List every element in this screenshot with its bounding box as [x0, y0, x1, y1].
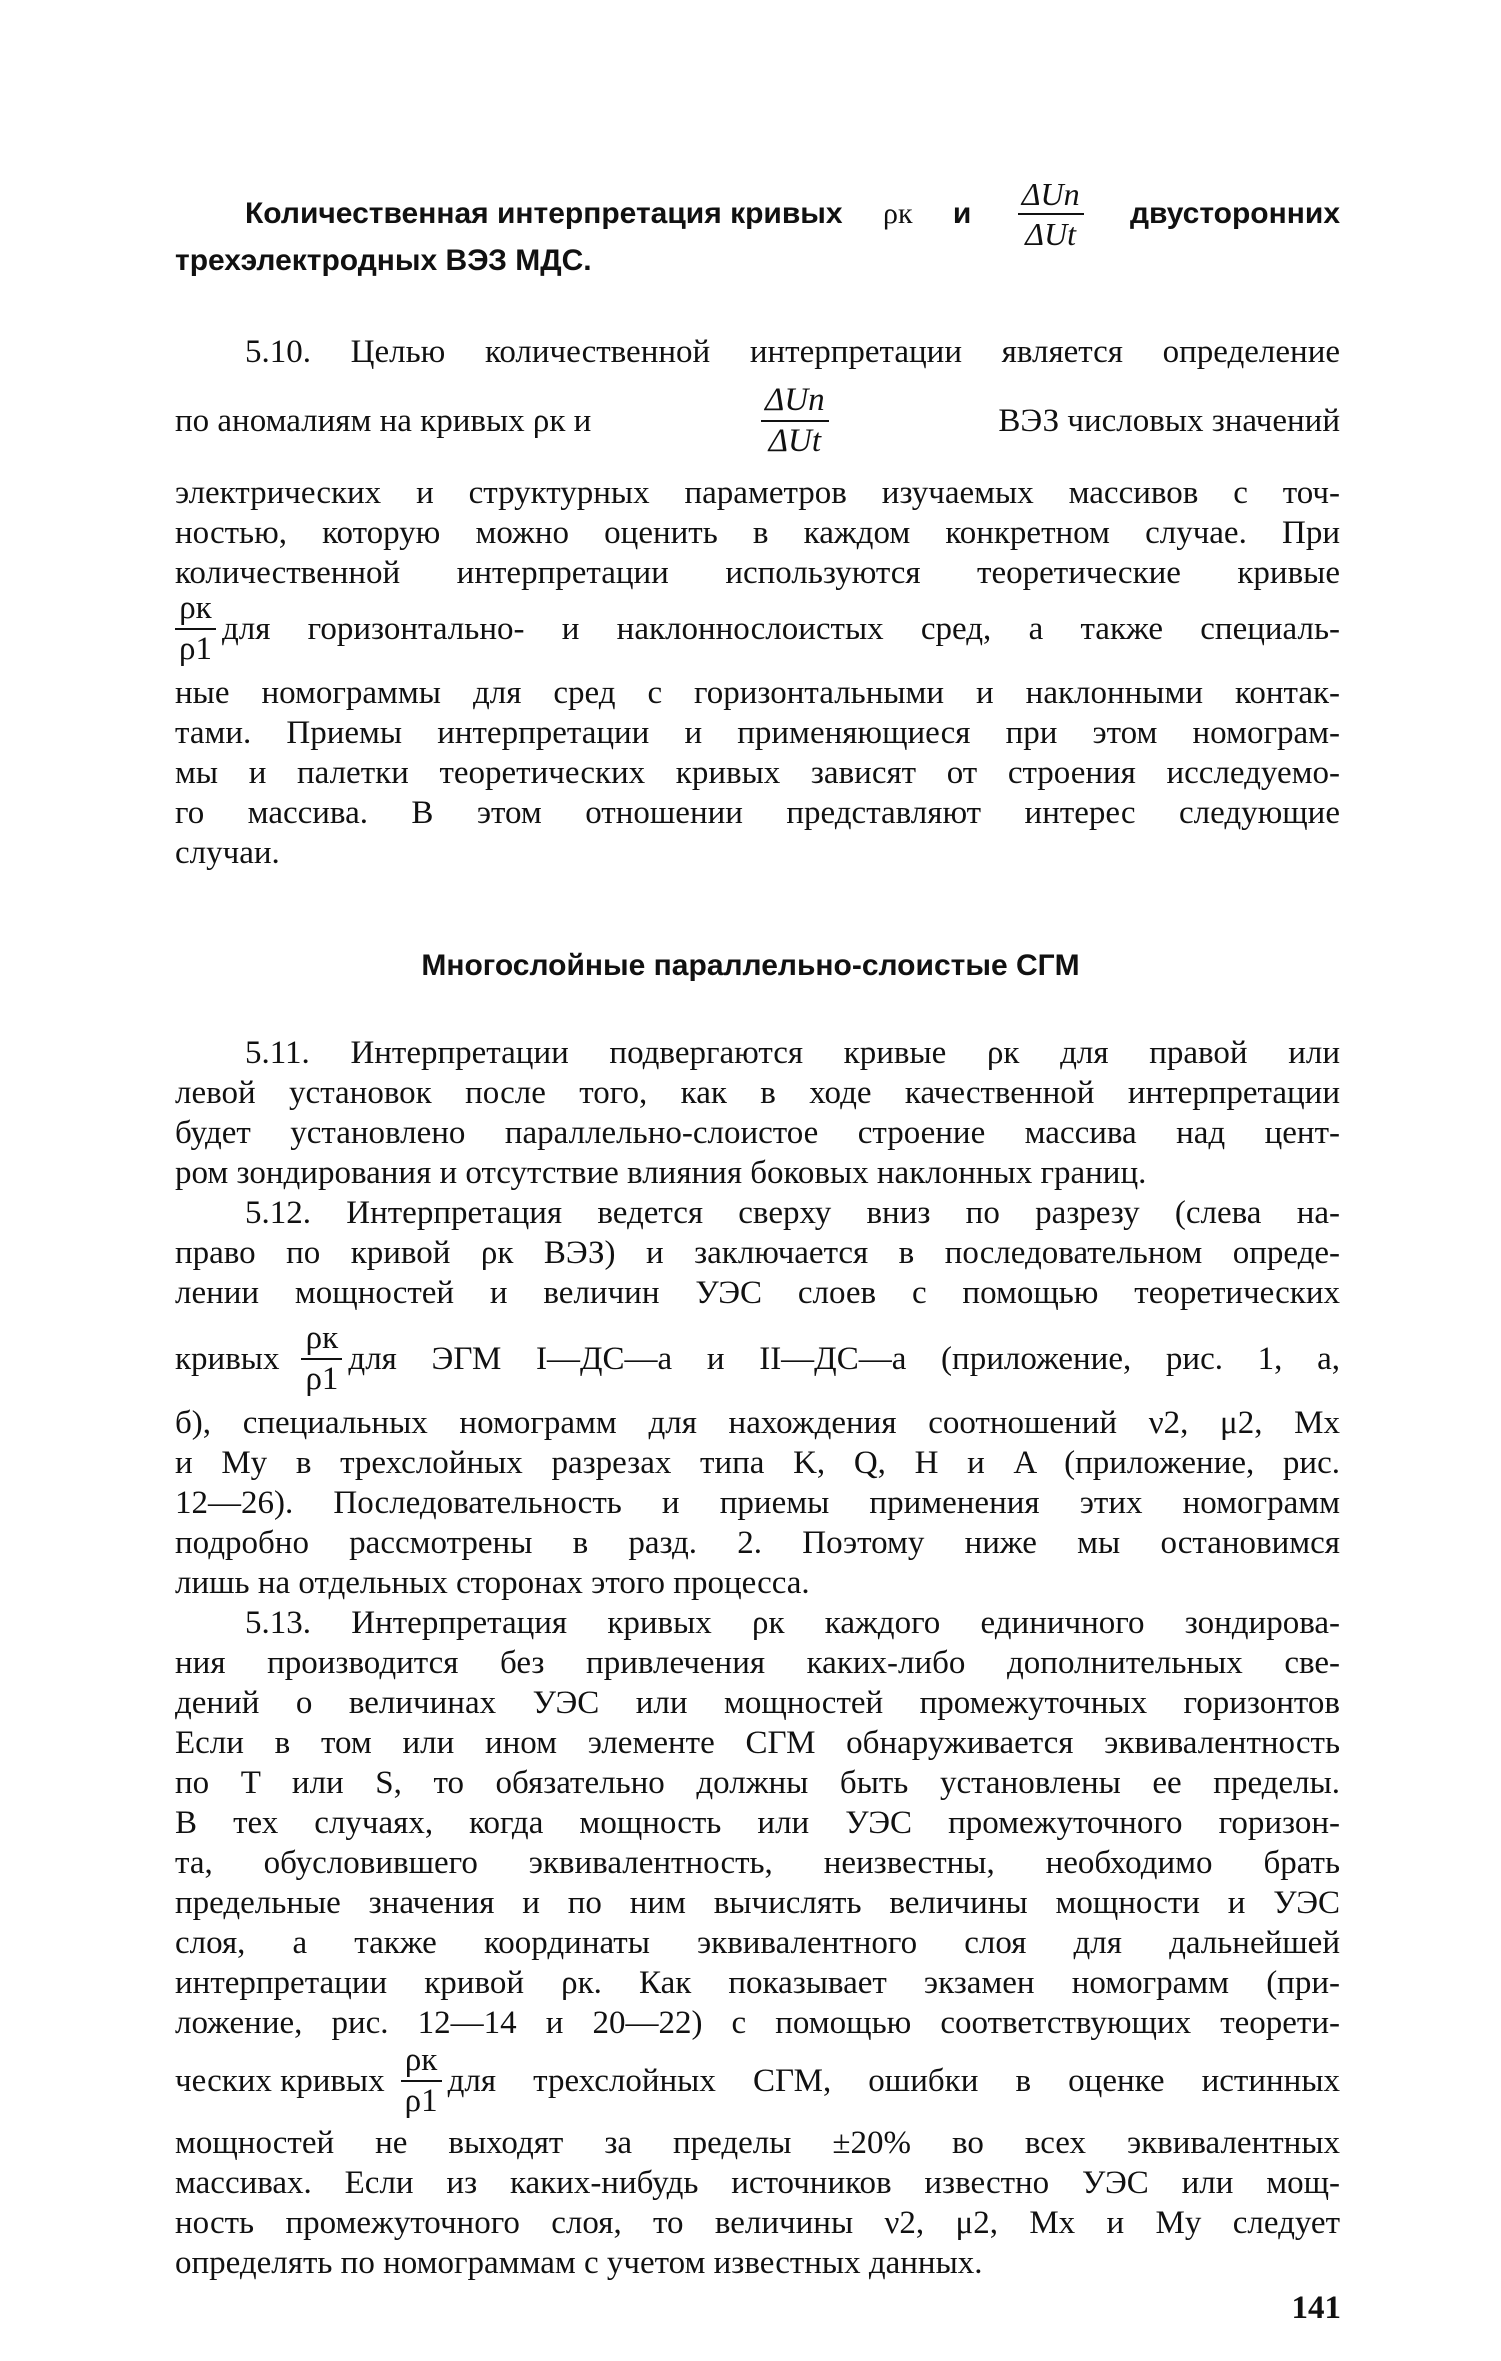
p512-line: лении мощностей и величин УЭС слоев с помощью теоретических — [175, 1275, 1340, 1311]
p511-line: ром зондирования и отсутствие влияния боковых наклонных границ. — [175, 1155, 1147, 1191]
p510-line: 5.10. Целью количественной интерпретации является определение — [245, 334, 1340, 370]
p512-line: 5.12. Интерпретация ведется сверху вниз по разрезу (слева на- — [245, 1195, 1340, 1231]
p510-line: ностью, которую можно оценить в каждом конкретном случае. При — [175, 515, 1340, 551]
heading-rho-k: ρк — [882, 197, 913, 230]
p510-line: количественной интерпретации используются теоретические кривые — [175, 555, 1340, 591]
fraction-numerator: ρк — [175, 592, 216, 630]
fraction-denominator: ρ1 — [179, 631, 212, 667]
p510-line: го массива. В этом отношении представляют интерес следующие — [175, 795, 1340, 831]
fraction-numerator: ρк — [301, 1322, 342, 1360]
p513-line: по T или S, то обязательно должны быть установлены ее пределы. — [175, 1765, 1340, 1801]
p511-line: 5.11. Интерпретации подвергаются кривые ρк для правой или — [245, 1035, 1340, 1071]
p510-line: ные номограммы для сред с горизонтальными и наклонными контак- — [175, 675, 1340, 711]
p513-line: Если в том или ином элементе СГМ обнаруживается эквивалентность — [175, 1725, 1340, 1761]
page-number: 141 — [1291, 2290, 1341, 2326]
heading-fraction-dUn-dUt — [1018, 178, 1084, 250]
section-heading-and: и — [952, 197, 972, 230]
fraction-denominator: ΔUt — [768, 423, 822, 459]
p513-line: ния производится без привлечения каких-либо дополнительных све- — [175, 1645, 1340, 1681]
fraction-rhok-rho1 — [401, 2044, 442, 2118]
p513-line: 5.13. Интерпретация кривых ρк каждого единичного зондирова- — [245, 1605, 1340, 1641]
p513-line: ложение, рис. 12—14 и 20—22) с помощью соответствующих теорети- — [175, 2005, 1340, 2041]
fraction-rhok-rho1 — [301, 1322, 342, 1396]
section-heading-pre: Количественная интерпретация кривых — [245, 197, 843, 230]
p512-line: 12—26). Последовательность и приемы применения этих номограмм — [175, 1485, 1340, 1521]
p513-line: интерпретации кривой ρк. Как показывает экзамен номограмм (при- — [175, 1965, 1340, 2001]
p512-line: право по кривой ρк ВЭЗ) и заключается в последовательном опреде- — [175, 1235, 1340, 1271]
p513-line: В тех случаях, когда мощность или УЭС промежуточного горизон- — [175, 1805, 1340, 1841]
section-heading-line2: трехэлектродных ВЭЗ МДС. — [175, 244, 592, 277]
p513-line: дений о величинах УЭС или мощностей промежуточных горизонтов — [175, 1685, 1340, 1721]
p511-line: будет установлено параллельно-слоистое строение массива над цент- — [175, 1115, 1340, 1151]
p513-line: ность промежуточного слоя, то величины ν2, μ2, Mx и My следует — [175, 2205, 1340, 2241]
p512-line: и My в трехслойных разрезах типа K, Q, H и A (приложение, рис. — [175, 1445, 1340, 1481]
p512-text: кривых — [175, 1340, 280, 1377]
p512-line: б), специальных номограмм для нахождения соотношений ν2, μ2, Mx — [175, 1405, 1340, 1441]
p510-line: мы и палетки теоретических кривых зависят от строения исследуемо- — [175, 755, 1340, 791]
subheading: Многослойные параллельно-слоистые СГМ — [421, 949, 1080, 982]
p513-text: для трехслойных СГМ, ошибки в оценке истинных — [447, 2062, 1340, 2099]
fraction-dUn-dUt — [761, 384, 829, 458]
fraction-denominator: ΔUt — [1025, 216, 1077, 252]
p512-formula-line — [175, 1318, 1340, 1400]
p513-line: предельные значения и по ним вычислять величины мощности и УЭС — [175, 1885, 1340, 1921]
p510-formula-line — [175, 588, 1340, 670]
p510-line: тами. Приемы интерпретации и применяющиеся при этом номограм- — [175, 715, 1340, 751]
p511-line: левой установок после того, как в ходе качественной интерпретации — [175, 1075, 1340, 1111]
p510-text: для горизонтально- и наклоннослоистых сред, а также специаль- — [221, 610, 1340, 647]
p513-line: слоя, а также координаты эквивалентного слоя для дальнейшей — [175, 1925, 1340, 1961]
p510-line: случаи. — [175, 835, 280, 871]
p510-line: электрических и структурных параметров изучаемых массивов с точ- — [175, 475, 1340, 511]
p513-formula-line — [175, 2040, 1340, 2122]
p513-line: мощностей не выходят за пределы ±20% во всех эквивалентных — [175, 2125, 1340, 2161]
p512-line: лишь на отдельных сторонах этого процесса. — [175, 1565, 810, 1601]
p510-text: ВЭЗ числовых значений — [998, 402, 1340, 439]
p513-line: определять по номограммам с учетом известных данных. — [175, 2245, 983, 2281]
fraction-numerator: ρк — [401, 2044, 442, 2082]
section-heading-post: двусторонних — [1130, 197, 1340, 230]
p513-line: та, обусловившего эквивалентность, неизвестны, необходимо брать — [175, 1845, 1340, 1881]
p510-text: по аномалиям на кривых ρк и — [175, 402, 592, 439]
fraction-denominator: ρ1 — [404, 2083, 438, 2119]
section-heading — [245, 178, 1340, 250]
fraction-denominator: ρ1 — [305, 1361, 339, 1397]
fraction-rhok-rho1 — [175, 592, 216, 666]
p510-formula-line — [175, 375, 1340, 467]
p513-text: ческих кривых — [175, 2062, 385, 2099]
fraction-numerator: ΔUn — [1018, 178, 1084, 215]
p512-text: для ЭГМ I—ДС—а и II—ДС—а (приложение, рис. 1, а, — [348, 1340, 1340, 1377]
p512-line: подробно рассмотрены в разд. 2. Поэтому ниже мы остановимся — [175, 1525, 1340, 1561]
p513-line: массивах. Если из каких-нибудь источников известно УЭС или мощ- — [175, 2165, 1340, 2201]
fraction-numerator: ΔUn — [761, 384, 829, 422]
